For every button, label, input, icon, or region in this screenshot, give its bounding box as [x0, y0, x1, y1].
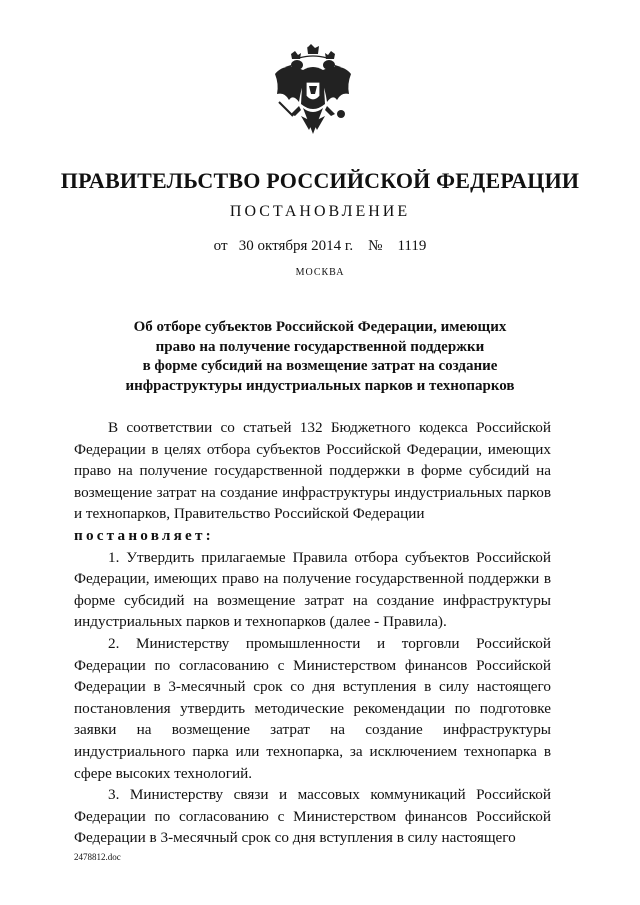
date-number-line	[0, 238, 640, 255]
subject-line: Об отборе субъектов Российской Федерации, имеющих	[133, 319, 507, 335]
document-date: 30 октября 2014 г.	[238, 238, 354, 254]
city-name: МОСКВА	[295, 267, 345, 278]
item-1-paragraph: 1. Утвердить прилагаемые Правила отбора субъектов Российской Федерации, имеющих право на получение государственной поддержки в форме субсидий на возмещение затрат на создание инфраструктуры индустриальных парков и технопарков (далее - Правила).	[74, 548, 551, 631]
coat-of-arms-emblem	[271, 44, 355, 146]
document-body	[74, 417, 551, 849]
document-subject	[96, 318, 544, 396]
document-type: ПОСТАНОВЛЕНИЕ	[229, 203, 411, 220]
subject-line: право на получение государственной поддержки	[155, 338, 485, 355]
item-2-paragraph: 2. Министерству промышленности и торговли Российской Федерации по согласованию с Министерством финансов Российской Федерации в 3-месячный срок со дня вступления в силу настоящего постановления утвердить методические рекомендации по подготовке заявки на возмещение затрат на создание инфраструктуры индустриального парка или технопарка, за исключением технопарка в сфере высоких технологий.	[74, 634, 551, 782]
item-3-paragraph: 3. Министерству связи и массовых коммуникаций Российской Федерации по согласованию с Министерством финансов Российской Федерации в 3-месячный срок со дня вступления в силу настоящего	[74, 786, 551, 847]
date-prefix: от	[213, 238, 228, 254]
government-title: ПРАВИТЕЛЬСТВО РОССИЙСКОЙ ФЕДЕРАЦИИ	[60, 168, 580, 193]
document-number: 1119	[397, 238, 427, 254]
subject-line: в форме субсидий на возмещение затрат на создание	[142, 358, 498, 374]
intro-paragraph: В соответствии со статьей 132 Бюджетного кодекса Российской Федерации в целях отбора субъектов Российской Федерации, имеющих право на получение государственной поддержки в форме субсидий на возмещение затрат на создание инфраструктуры индустриальных парков и технопарков, Правительство Российской Федерации	[74, 419, 551, 523]
resolves-word: постановляет:	[74, 526, 214, 544]
subject-line: инфраструктуры индустриальных парков и технопарков	[125, 377, 515, 394]
footer-file-name: 2478812.doc	[74, 852, 121, 862]
number-sign: №	[368, 238, 383, 254]
